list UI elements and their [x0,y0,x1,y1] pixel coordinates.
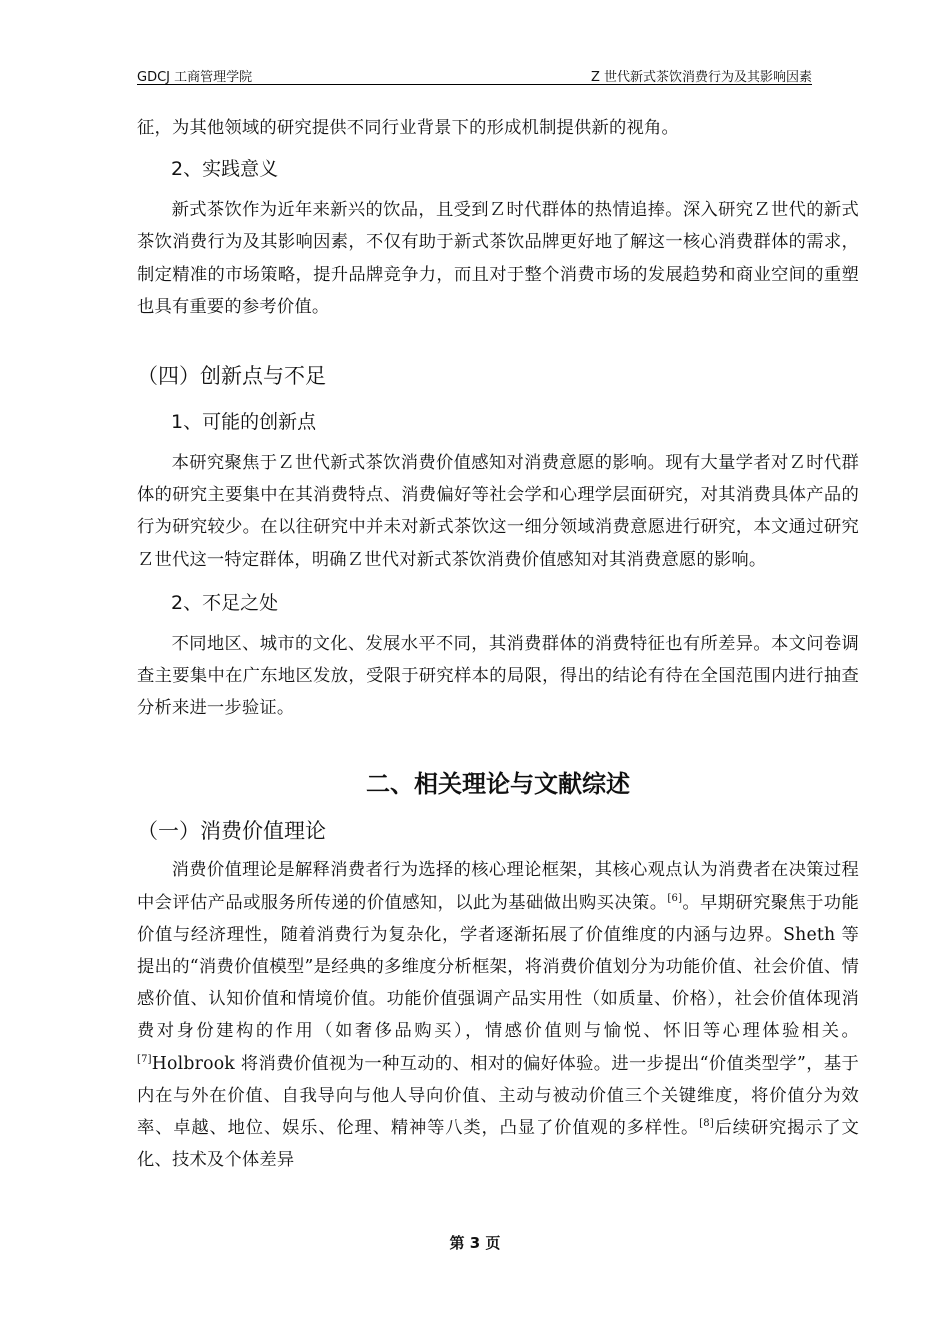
paragraph-practical-significance: 新式茶饮作为近年来新兴的饮品，且受到Ｚ时代群体的热情追捧。深入研究Ｚ世代的新式茶饮消费行为及其影响因素，不仅有助于新式茶饮品牌更好地了解这一核心消费群体的需求，制定精准的市场策略，提升品牌竞争力，而且对于整个消费市场的发展趋势和商业空间的重塑也具有重要的参考价值。 [137,200,859,317]
theory-text-part-1: 消费价值理论是解释消费者行为选择的核心理论框架，其核心观点认为消费者在决策过程中会评估产品或服务所传递的价值感知，以此为基础做出购买决策。 [137,860,859,913]
page-header [137,62,812,85]
citation-8: [8] [699,1118,714,1130]
chapter-title: 二、相关理论与文献综述 [366,770,630,799]
heading-innovation: 1、可能的创新点 [171,411,317,434]
page-number: 第 3 页 [449,1234,501,1252]
header-paper-title: Z 世代新式茶饮消费行为及其影响因素 [590,70,812,85]
document-body [137,112,859,1176]
citation-7: [7] [137,1053,152,1065]
paragraph-continuation: 征，为其他领域的研究提供不同行业背景下的形成机制提供新的视角。 [137,118,679,138]
citation-6: [6] [667,892,683,904]
paragraph-consumption-value-theory [137,854,859,1176]
heading-consumption-value-theory: （一）消费价值理论 [137,819,326,844]
theory-text-part-2: 。早期研究聚焦于功能价值与经济理性，随着消费行为复杂化，学者逐渐拓展了价值维度的内涵与边界。Sheth 等提出的“消费价值模型”是经典的多维度分析框架，将消费价值划分为功能价值、社会价值、情感价值、认知价值和情境价值。功能价值强调产品实用性（如质量、价格），社会价值体现消费对身份建构的作用（如奢侈品购买），情感价值则与愉悦、怀旧等心理体验相关。 [137,892,859,1042]
paragraph-innovation: 本研究聚焦于Ｚ世代新式茶饮消费价值感知对消费意愿的影响。现有大量学者对Ｚ时代群体的研究主要集中在其消费特点、消费偏好等社会学和心理学层面研究，对其消费具体产品的行为研究较少。在以往研究中并未对新式茶饮这一细分领域消费意愿进行研究，本文通过研究Ｚ世代这一特定群体，明确Ｚ世代对新式茶饮消费价值感知对其消费意愿的影响。 [137,453,859,570]
theory-text-part-3: Holbrook 将消费价值视为一种互动的、相对的偏好体验。进一步提出“价值类型学”，基于内在与外在价值、自我导向与他人导向价值、主动与被动价值三个关键维度，将价值分为效率、卓越、地位、娱乐、伦理、精神等八类，凸显了价值观的多样性。 [137,1053,859,1139]
paragraph-limitations: 不同地区、城市的文化、发展水平不同，其消费群体的消费特征也有所差异。本文问卷调查主要集中在广东地区发放，受限于研究样本的局限，得出的结论有待在全国范围内进行抽查分析来进一步验证。 [137,633,859,719]
heading-limitations: 2、不足之处 [171,591,279,614]
heading-practical-significance: 2、实践意义 [171,158,279,181]
theory-text-part-4: 后续研究揭示了文化、技术及个体差异 [137,1118,859,1171]
heading-innovation-and-limits: （四）创新点与不足 [137,364,326,389]
header-institution: GDCJ 工商管理学院 [137,70,253,85]
